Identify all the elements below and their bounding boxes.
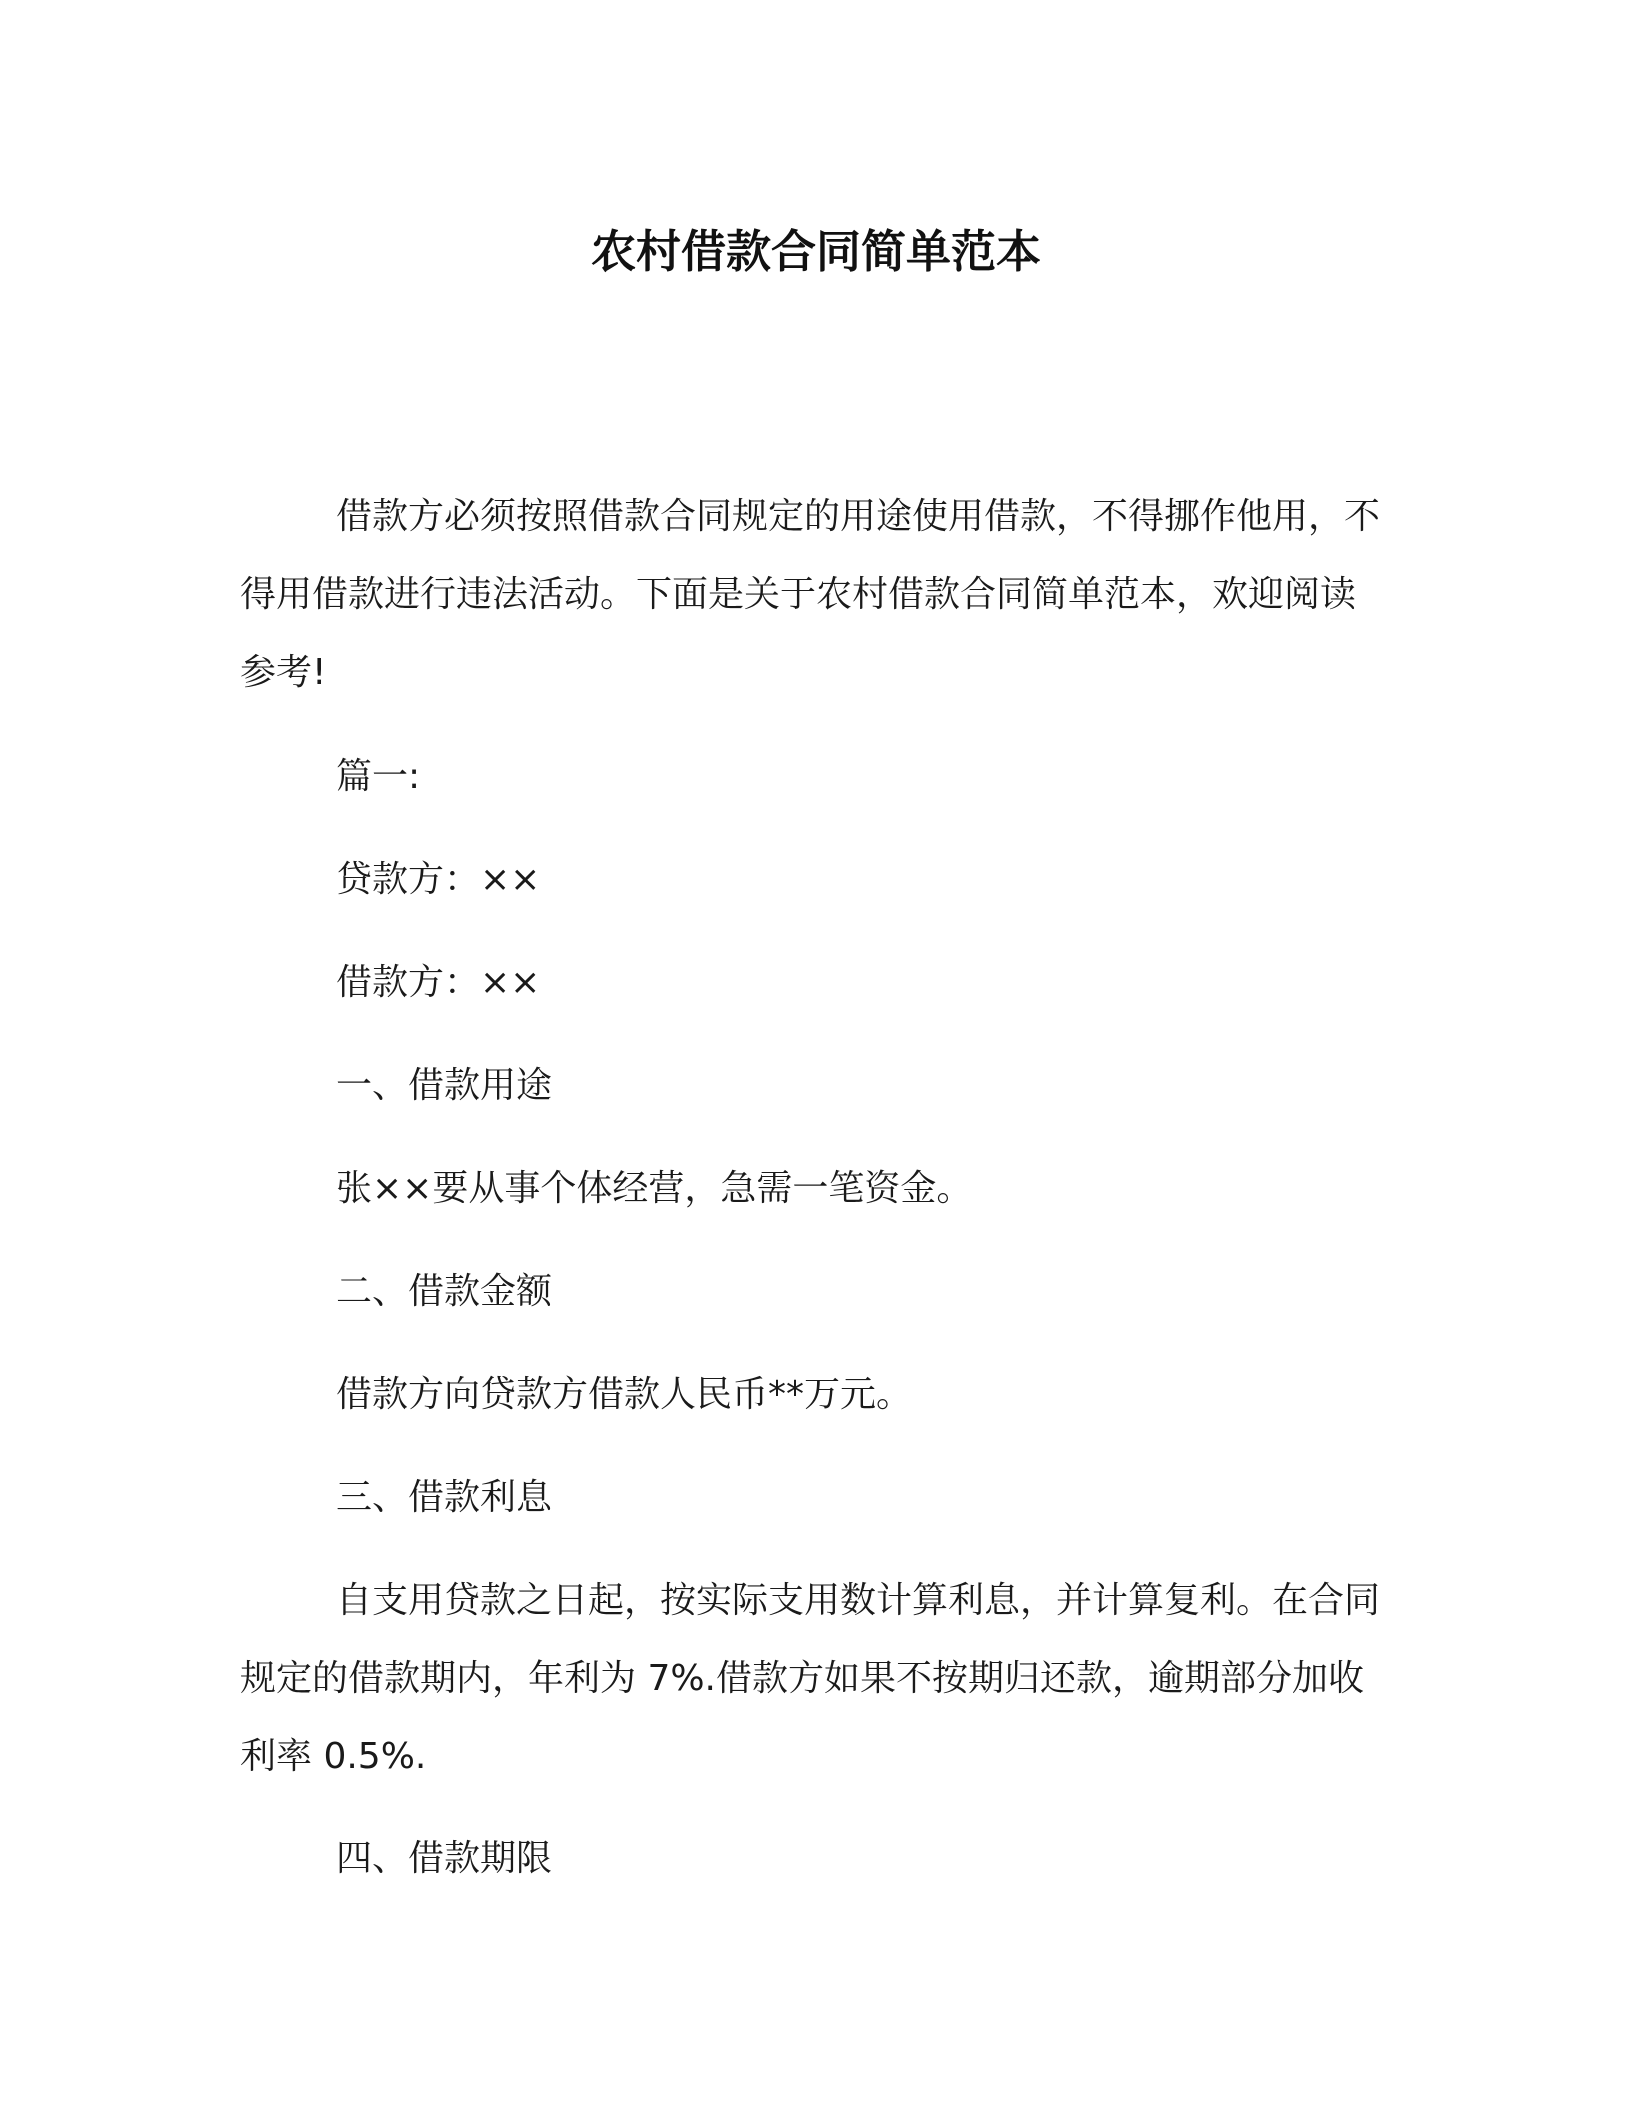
clause2-text: 借款方向贷款方借款人民币**万元。 <box>336 1374 913 1415</box>
clause2-heading: 二、借款金额 <box>336 1271 553 1312</box>
clause4-heading: 四、借款期限 <box>336 1838 553 1879</box>
clause3-heading: 三、借款利息 <box>336 1477 553 1518</box>
intro-paragraph: 借款方必须按照借款合同规定的用途使用借款，不得挪作他用，不得用借款进行违法活动。下面是关于农村借款合同简单范本，欢迎阅读参考! <box>240 496 1381 693</box>
clause1-heading: 一、借款用途 <box>336 1065 553 1106</box>
clause1-text: 张××要从事个体经营，急需一笔资金。 <box>336 1168 973 1209</box>
clause3-text: 自支用贷款之日起，按实际支用数计算利息，并计算复利。在合同规定的借款期内，年利为 7%.借款方如果不按期归还款，逾期部分加收利率 0.5%. <box>240 1580 1381 1777</box>
section-label: 篇一: <box>336 756 421 797</box>
borrower-line: 借款方：×× <box>336 962 541 1003</box>
lender-line: 贷款方：×× <box>336 859 541 900</box>
document-title: 农村借款合同简单范本 <box>590 225 1041 278</box>
